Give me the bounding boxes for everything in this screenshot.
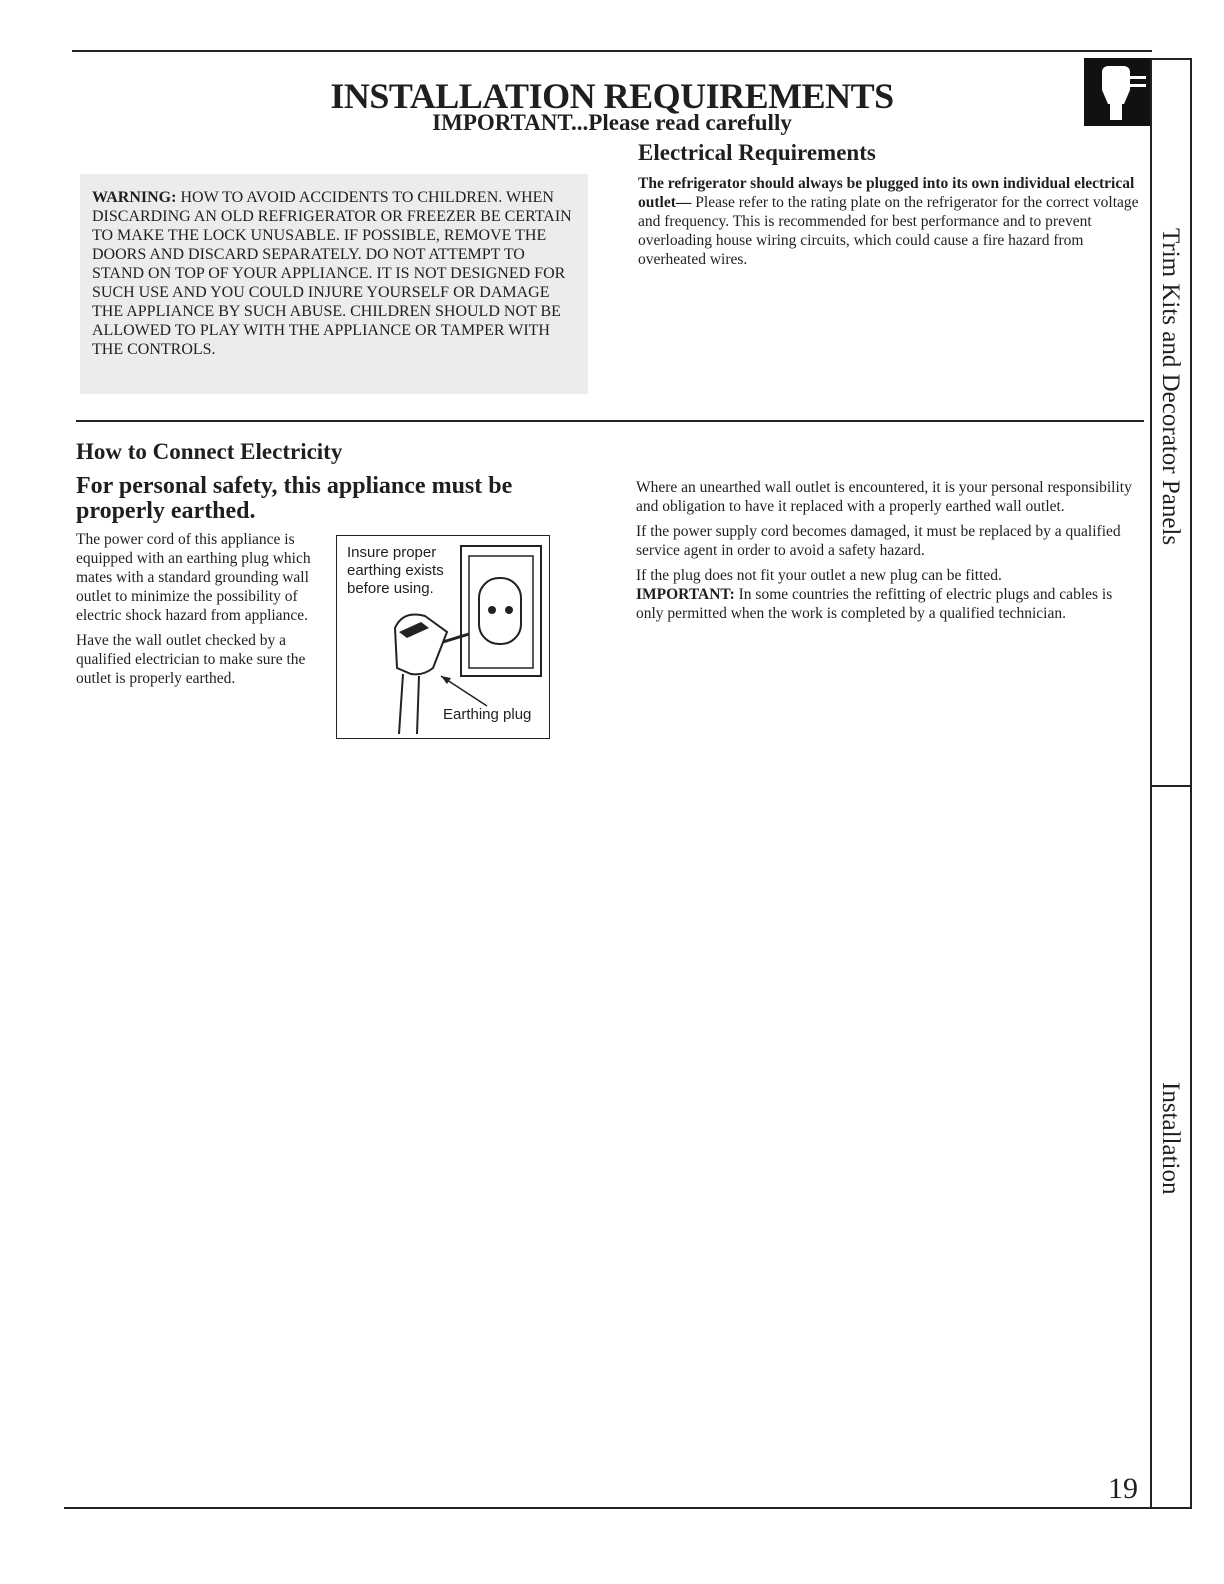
connect-text: [76, 530, 334, 694]
electrical-heading: Electrical Requirements: [638, 140, 876, 165]
page-subtitle: IMPORTANT...Please read carefully: [432, 110, 792, 135]
top-rule: [72, 50, 1152, 52]
important-label: IMPORTANT:: [636, 586, 735, 603]
figure-caption: Insure proper earthing exists before using.: [347, 544, 444, 597]
right-para-1: Where an unearthed wall outlet is encountered, it is your personal responsibility and obligation to have it replaced with a properly earthed wall outlet.: [636, 479, 1132, 515]
page-title: INSTALLATION REQUIREMENTS: [330, 76, 894, 116]
electrical-lead: The refrigerator should always be plugged into its own individual electrical outlet—: [638, 175, 1135, 211]
side-frame-divider: [1150, 785, 1192, 787]
electrical-text: [638, 174, 1143, 269]
earthing-figure: [336, 535, 550, 739]
bottom-rule: [64, 1507, 1152, 1509]
warning-body: HOW TO AVOID ACCIDENTS TO CHILDREN. WHEN DISCARDING AN OLD REFRIGERATOR OR FREEZER BE CERTAIN TO MAKE THE LOCK UNUSABLE. IF POSSIBLE, REMOVE THE DOORS AND DISCARD SEPARATELY. DO NOT ATTEMPT TO STAND ON TOP OF YOUR APPLIANCE. IT IS NOT DESIGNED FOR SUCH USE AND YOU COULD INJURE YOURSELF OR DAMAGE THE APPLIANCE BY SUCH ABUSE. CHILDREN SHOULD NOT BE ALLOWED TO PLAY WITH THE APPLIANCE OR TAMPER WITH THE CONTROLS.: [92, 189, 572, 358]
electrical-body: Please refer to the rating plate on the refrigerator for the correct voltage and frequency. This is recommended for best performance and to prevent overloading house wiring circuits, which could cause a fire hazard from overheated wires.: [638, 194, 1139, 268]
warning-text: [80, 174, 588, 369]
side-frame-left: [1150, 58, 1152, 1508]
connect-para-2: Have the wall outlet checked by a qualified electrician to make sure the outlet is properly earthed.: [76, 632, 306, 687]
connect-para-1: The power cord of this appliance is equipped with an earthing plug which mates with a standard grounding wall outlet to minimize the possibility of electric shock hazard from appliance.: [76, 531, 311, 624]
sidebar-tab-installation: Installation: [1157, 1082, 1184, 1195]
warning-label: WARNING:: [92, 189, 177, 206]
right-column-text: [636, 478, 1134, 623]
sidebar-tab-trim-kits: Trim Kits and Decorator Panels: [1157, 228, 1184, 546]
page-number: 19: [1108, 1472, 1138, 1505]
important-text: In some countries the refitting of electric plugs and cables is only permitted when the work is completed by a qualified technician.: [636, 586, 1113, 622]
connect-subheading: For personal safety, this appliance must be properly earthed.: [76, 473, 513, 525]
figure-label: Earthing plug: [443, 706, 532, 723]
side-frame-right: [1190, 58, 1192, 1508]
connect-heading: How to Connect Electricity: [76, 439, 343, 464]
right-para-3: If the plug does not fit your outlet a new plug can be fitted. IMPORTANT: In some countries the refitting of electric plugs and cables is only permitted when the work is completed by a qualified technician.: [636, 567, 1113, 622]
warning-box: [80, 174, 588, 394]
right-para-2: If the power supply cord becomes damaged, it must be replaced by a qualified service agent in order to avoid a safety hazard.: [636, 523, 1121, 559]
section-rule: [76, 420, 1144, 422]
side-frame-top: [1150, 58, 1192, 60]
side-frame-bottom: [1150, 1507, 1192, 1509]
